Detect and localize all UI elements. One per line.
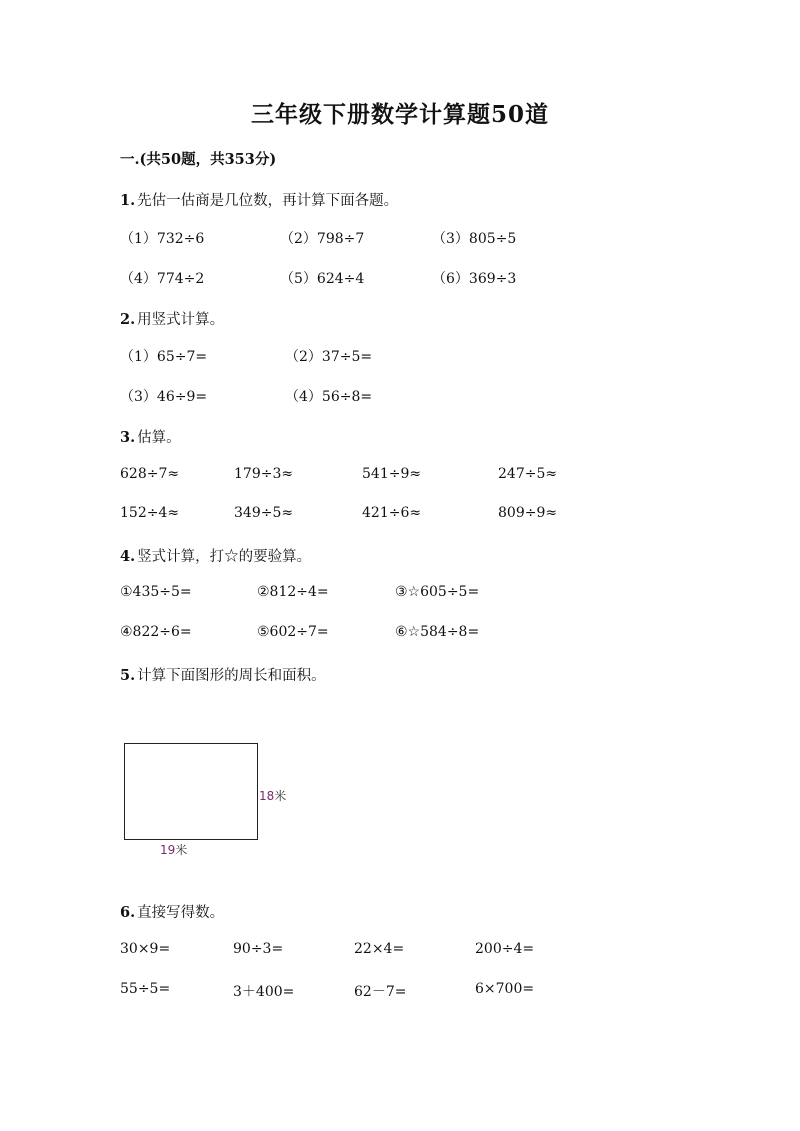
question-2-title (120, 308, 224, 329)
q6-item-3: 22×4= (354, 941, 405, 957)
q6-item-2: 90÷3= (233, 941, 284, 957)
q2-item-1: （1）65÷7= (120, 349, 208, 365)
q4-item-3: ③☆605÷5= (395, 584, 480, 600)
question-2-row-1 (0, 346, 800, 366)
question-4-number: 4. (120, 548, 136, 565)
q6-item-5: 55÷5= (120, 981, 171, 997)
question-1-number: 1. (120, 192, 136, 209)
q1-item-5: （5）624÷4 (280, 271, 365, 287)
question-2-text: 用竖式计算。 (137, 312, 225, 328)
q4-item-2: ②812÷4= (257, 584, 329, 600)
q6-item-7: 62－7= (354, 984, 407, 1000)
q1-item-4: （4）774÷2 (120, 271, 205, 287)
q4-item-5: ⑤602÷7= (257, 624, 329, 640)
question-1-row-1 (0, 228, 800, 248)
question-5-title (120, 664, 326, 685)
rectangle-shape (124, 743, 258, 840)
section-header: 一.(共50题，共353分) (120, 151, 277, 168)
q6-item-4: 200÷4= (475, 941, 535, 957)
q3-item-6: 349÷5≈ (234, 505, 294, 521)
question-6-number: 6. (120, 904, 136, 921)
height-unit: 米 (274, 789, 287, 803)
q3-item-2: 179÷3≈ (234, 466, 294, 482)
q1-item-6: （6）369÷3 (432, 271, 517, 287)
question-3-number: 3. (120, 429, 136, 446)
question-2-row-2 (0, 386, 800, 406)
q3-item-4: 247÷5≈ (498, 466, 558, 482)
question-6-row-2 (0, 981, 800, 1001)
question-4-text: 竖式计算，打☆的要验算。 (137, 549, 312, 565)
q3-item-7: 421÷6≈ (362, 505, 422, 521)
question-4-row-2 (0, 624, 800, 644)
question-3-row-1 (0, 466, 800, 486)
q3-item-3: 541÷9≈ (362, 466, 422, 482)
question-1-text: 先估一估商是几位数，再计算下面各题。 (137, 193, 399, 209)
question-5-text: 计算下面图形的周长和面积。 (137, 668, 326, 684)
q2-item-2: （2）37÷5= (285, 349, 373, 365)
width-unit: 米 (175, 843, 188, 857)
question-6-text: 直接写得数。 (137, 905, 225, 921)
question-3-row-2 (0, 505, 800, 525)
width-value: 19 (160, 843, 176, 857)
q3-item-5: 152÷4≈ (120, 505, 180, 521)
question-1-title (120, 189, 398, 210)
question-4-row-1 (0, 584, 800, 604)
q1-item-2: （2）798÷7 (280, 231, 365, 247)
width-label (160, 841, 187, 858)
q2-item-3: （3）46÷9= (120, 389, 208, 405)
q1-item-1: （1）732÷6 (120, 231, 205, 247)
height-value: 18 (259, 789, 275, 803)
q1-item-3: （3）805÷5 (432, 231, 517, 247)
question-3-text: 估算。 (137, 430, 181, 446)
height-label (259, 787, 286, 804)
q6-item-1: 30×9= (120, 941, 171, 957)
q4-item-4: ④822÷6= (120, 624, 192, 640)
q3-item-8: 809÷9≈ (498, 505, 558, 521)
question-6-title (120, 901, 224, 922)
question-3-title (120, 426, 181, 447)
q3-item-1: 628÷7≈ (120, 466, 180, 482)
question-5-number: 5. (120, 667, 136, 684)
q4-item-6: ⑥☆584÷8= (395, 624, 480, 640)
question-6-row-1 (0, 941, 800, 961)
question-4-title (120, 545, 311, 566)
page-title: 三年级下册数学计算题50道 (250, 101, 549, 128)
q6-item-6: 3＋400= (233, 984, 295, 1000)
q6-item-8: 6×700= (475, 981, 535, 997)
question-1-row-2 (0, 268, 800, 288)
q2-item-4: （4）56÷8= (285, 389, 373, 405)
q4-item-1: ①435÷5= (120, 584, 192, 600)
question-2-number: 2. (120, 311, 136, 328)
